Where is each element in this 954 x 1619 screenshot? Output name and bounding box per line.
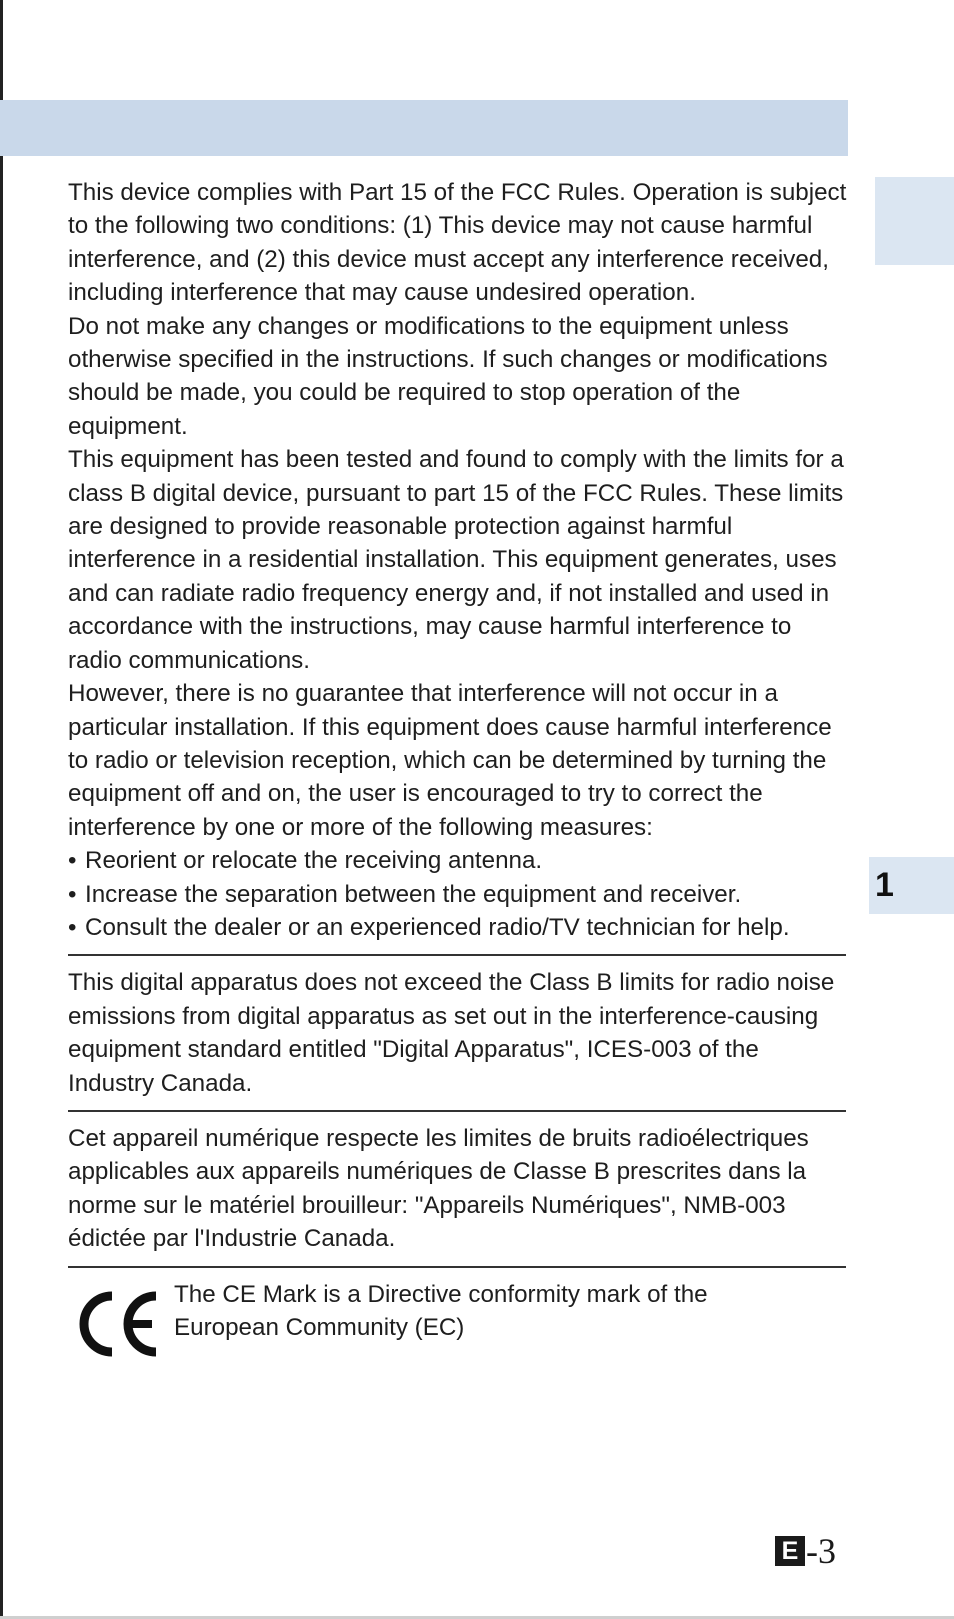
ce-description	[174, 1278, 708, 1345]
canada-english-section	[68, 966, 848, 1100]
ce-section	[68, 1278, 848, 1362]
page-left-edge	[0, 0, 3, 1619]
chapter-number: 1	[875, 866, 894, 904]
ce-line-2: European Community (EC)	[174, 1314, 465, 1341]
bullet-icon: •	[68, 880, 77, 908]
canada-french-section	[68, 1122, 848, 1256]
side-tab-top	[875, 177, 954, 265]
list-item: • Consult the dealer or an experienced radio/TV technician for help.	[68, 911, 848, 944]
header-band	[0, 100, 848, 156]
ices-003-paragraph: This digital apparatus does not exceed the Class B limits for radio noise emissions from digital apparatus as set out in the interference-causing equipment standard entitled "Digital Apparatus", ICES-003 of the Industry Canada.	[68, 969, 835, 1097]
section-divider	[68, 1110, 846, 1112]
measures-list	[68, 844, 848, 944]
regulatory-content	[68, 176, 848, 1362]
fcc-section	[68, 176, 848, 944]
fcc-modifications-paragraph: Do not make any changes or modifications to the equipment unless otherwise specified in the instructions. If such changes or modifications should be made, you could be required to stop operation of the equipment.	[68, 312, 828, 440]
fcc-measures-intro: However, there is no guarantee that interference will not occur in a particular installation. If this equipment does cause harmful interference to radio or television reception, which can be determined by turning the equipment off and on, the user is encouraged to try to correct the interference by one or more of the following measures:	[68, 680, 832, 841]
fcc-compliance-paragraph: This device complies with Part 15 of the FCC Rules. Operation is subject to the following two conditions: (1) This device may not cause harmful interference, and (2) this device must accept any interference received, including interference that may cause undesired operation.	[68, 179, 847, 307]
list-item: • Reorient or relocate the receiving antenna.	[68, 844, 848, 877]
ce-line-1: The CE Mark is a Directive conformity mark of the	[174, 1280, 708, 1308]
page-number-suffix: -3	[806, 1531, 836, 1571]
language-badge: E	[775, 1536, 805, 1566]
list-item: • Increase the separation between the equipment and receiver.	[68, 878, 848, 911]
ce-mark-icon	[68, 1286, 168, 1362]
bullet-icon: •	[68, 847, 77, 875]
nmb-003-paragraph: Cet appareil numérique respecte les limites de bruits radioélectriques applicables aux appareils numériques de Classe B prescrites dans la norme sur le matériel brouilleur: "Appareils Numériques", NMB-003 édictée par l'Industrie Canada.	[68, 1124, 809, 1253]
fcc-class-b-paragraph: This equipment has been tested and found to comply with the limits for a class B digital device, pursuant to part 15 of the FCC Rules. These limits are designed to provide reasonable protection against harmful interference in a residential installation. This equipment generates, uses and can radiate radio frequency energy and, if not installed and used in accordance with the instructions, may cause harmful interference to radio communications.	[68, 446, 844, 674]
section-divider	[68, 1266, 846, 1268]
page-number	[775, 1533, 836, 1569]
chapter-tab[interactable]	[869, 857, 954, 914]
section-divider	[68, 954, 846, 956]
bullet-icon: •	[68, 913, 77, 941]
